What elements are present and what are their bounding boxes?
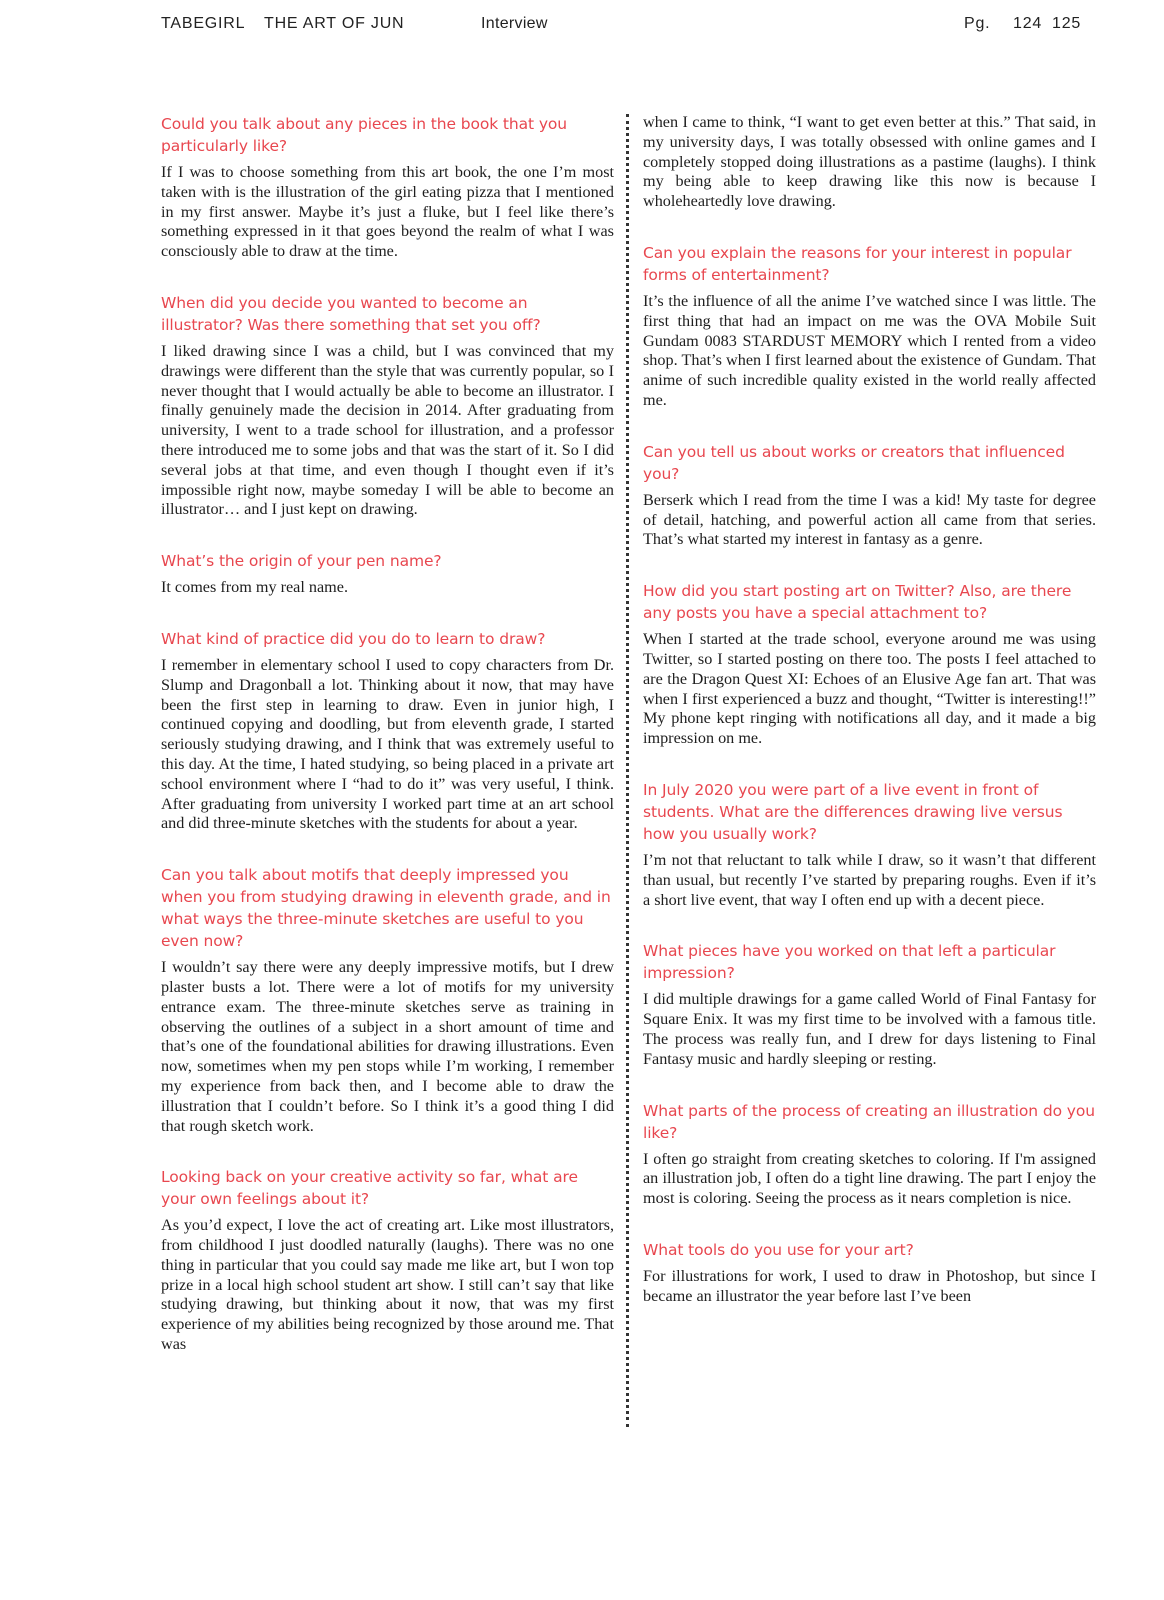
answer: I liked drawing since I was a child, but I was convinced that my drawings were different than the style that was currently popular, so I never thought that I would actually be able to become an illustrator. I finally genuinely made the decision in 2014. After graduating from university, I went to a trade school for illustration, and a professor there introduced me to some jobs and that was the start of it. So I did several jobs at that time, and even though I thought even if it’s impossible right now, maybe someday I will be able to become an illustrator… and I just kept on drawing. bbox=[161, 341, 614, 519]
qa-block bbox=[161, 864, 614, 1136]
question: Can you talk about motifs that deeply impressed you when you from studying drawing in eleventh grade, and in what ways the three-minute sketches are useful to you even now? bbox=[161, 866, 611, 951]
question: What kind of practice did you do to learn to draw? bbox=[161, 629, 546, 648]
answer: For illustrations for work, I used to draw in Photoshop, but since I became an illustrator the year before last I’ve been bbox=[643, 1266, 1096, 1305]
book-title: THE ART OF JUN bbox=[264, 15, 405, 32]
right-column bbox=[643, 113, 1096, 1337]
qa-block bbox=[161, 113, 614, 262]
qa-block bbox=[161, 550, 614, 598]
answer: If I was to choose something from this art book, the one I’m most taken with is the illustration of the girl eating pizza that I mentioned in my first answer. Maybe it’s just a fluke, but I feel like there’s something expressed in it that goes beyond the realm of what I was consciously able to draw at the time. bbox=[161, 163, 614, 261]
qa-block bbox=[161, 292, 614, 520]
answer: It’s the influence of all the anime I’ve watched since I was little. The first thing that had an impact on me was the OVA Mobile Suit Gundam 0083 STARDUST MEMORY which I rented from a video shop. That’s when I first learned about the existence of Gundam. That anime of such incredible quality existed in the world really affected me. bbox=[643, 291, 1096, 409]
qa-block bbox=[643, 580, 1096, 749]
answer: I remember in elementary school I used to copy characters from Dr. Slump and Dragonball a lot. Thinking about it now, that may have been the first step in learning to draw. Even in junior high, I continued copying and doodling, but from eleventh grade, I started seriously studying drawing, and I think that was extremely useful to this day. At the time, I hated studying, so being placed in a private art school environment where I “had to do it” was very useful, I think. After graduating from university I worked part time at an art school and did three-minute sketches with the students for about a year. bbox=[161, 655, 614, 833]
question: What’s the origin of your pen name? bbox=[161, 552, 442, 571]
qa-block bbox=[643, 1100, 1096, 1209]
question: What tools do you use for your art? bbox=[643, 1240, 914, 1259]
answer: I wouldn’t say there were any deeply impressive motifs, but I drew plaster busts a lot. There were a lot of motifs for my university entrance exam. The three-minute sketches serve as training in observing the outlines of a subject in a short amount of time and that’s one of the foundational abilities for drawing illustrations. Even now, sometimes when my pen stops while I’m working, I remember my experience from back then, and I become able to draw the illustration that I couldn’t before. So I think it’s a good thing I did that rough sketch work. bbox=[161, 958, 614, 1135]
qa-block bbox=[643, 441, 1096, 550]
question: In July 2020 you were part of a live event in front of students. What are the differences drawing live versus how you usually work? bbox=[643, 780, 1063, 843]
answer: As you’d expect, I love the act of creating art. Like most illustrators, from childhood I just doodled naturally (laughs). There was no one thing in particular that you could say made me like art, but I won top prize in a local high school student art show. I still can’t say that like studying drawing, but thinking about it now, that was my first experience of my abilities being recognized by those around me. That was bbox=[161, 1216, 614, 1354]
qa-block bbox=[643, 242, 1096, 411]
qa-block bbox=[161, 1166, 614, 1355]
qa-block bbox=[643, 779, 1096, 910]
answer: It comes from my real name. bbox=[161, 578, 348, 597]
answer: When I started at the trade school, everyone around me was using Twitter, so I started posting on there too. The posts I feel attached to are the Dragon Quest XI: Echoes of an Elusive Age fan art. That was when I first experienced a buzz and thought, “Twitter is interesting!!” My phone kept ringing with notifications all day, and it made a big impression on me. bbox=[643, 630, 1096, 748]
answer: I often go straight from creating sketches to coloring. If I'm assigned an illustration job, I often do a tight line drawing. The part I enjoy the most is coloring. Seeing the process as it nears completion is nice. bbox=[643, 1149, 1096, 1208]
answer-continuation: when I came to think, “I want to get even better at this.” That said, in my university days, I was totally obsessed with online games and I completely stopped doing illustrations as a pastime (laughs). I think my being able to keep drawing like this now is because I wholeheartedly love drawing. bbox=[643, 113, 1096, 211]
question: Could you talk about any pieces in the book that you particularly like? bbox=[161, 115, 568, 155]
question: Can you explain the reasons for your interest in popular forms of entertainment? bbox=[643, 243, 1072, 284]
magazine-brand: TABEGIRL bbox=[161, 15, 246, 32]
answer: I did multiple drawings for a game called World of Final Fantasy for Square Enix. It was my first time to be involved with a famous title. The process was really fun, and I drew for days listening to Final Fantasy music and hardly sleeping or resting. bbox=[643, 990, 1096, 1068]
qa-block bbox=[643, 1239, 1096, 1307]
answer: I’m not that reluctant to talk while I draw, so it wasn’t that different than usual, but recently I’ve started by preparing roughs. Even if it’s a short live event, that way I often end up with a decent piece. bbox=[643, 850, 1096, 909]
page-label: Pg. bbox=[964, 15, 991, 32]
column-divider bbox=[626, 114, 629, 1427]
question: When did you decide you wanted to become an illustrator? Was there something that set you off? bbox=[161, 293, 541, 334]
question: Can you tell us about works or creators that influenced you? bbox=[643, 442, 1065, 483]
question: How did you start posting art on Twitter? Also, are there any posts you have a special attachment to? bbox=[643, 582, 1072, 623]
section-label: Interview bbox=[481, 15, 548, 32]
question: What parts of the process of creating an illustration do you like? bbox=[643, 1101, 1095, 1142]
qa-block bbox=[643, 940, 1096, 1069]
question: What pieces have you worked on that left a particular impression? bbox=[643, 942, 1056, 983]
answer: Berserk which I read from the time I was a kid! My taste for degree of detail, hatching, and powerful action all came from that series. That’s what started my interest in fantasy as a genre. bbox=[643, 490, 1096, 549]
question: Looking back on your creative activity so far, what are your own feelings about it? bbox=[161, 1168, 578, 1209]
qa-block bbox=[161, 628, 614, 834]
left-column bbox=[161, 113, 614, 1385]
page-header bbox=[161, 15, 1089, 37]
page-number-right: 125 bbox=[1052, 15, 1082, 32]
page-number-left: 124 bbox=[1013, 15, 1043, 32]
